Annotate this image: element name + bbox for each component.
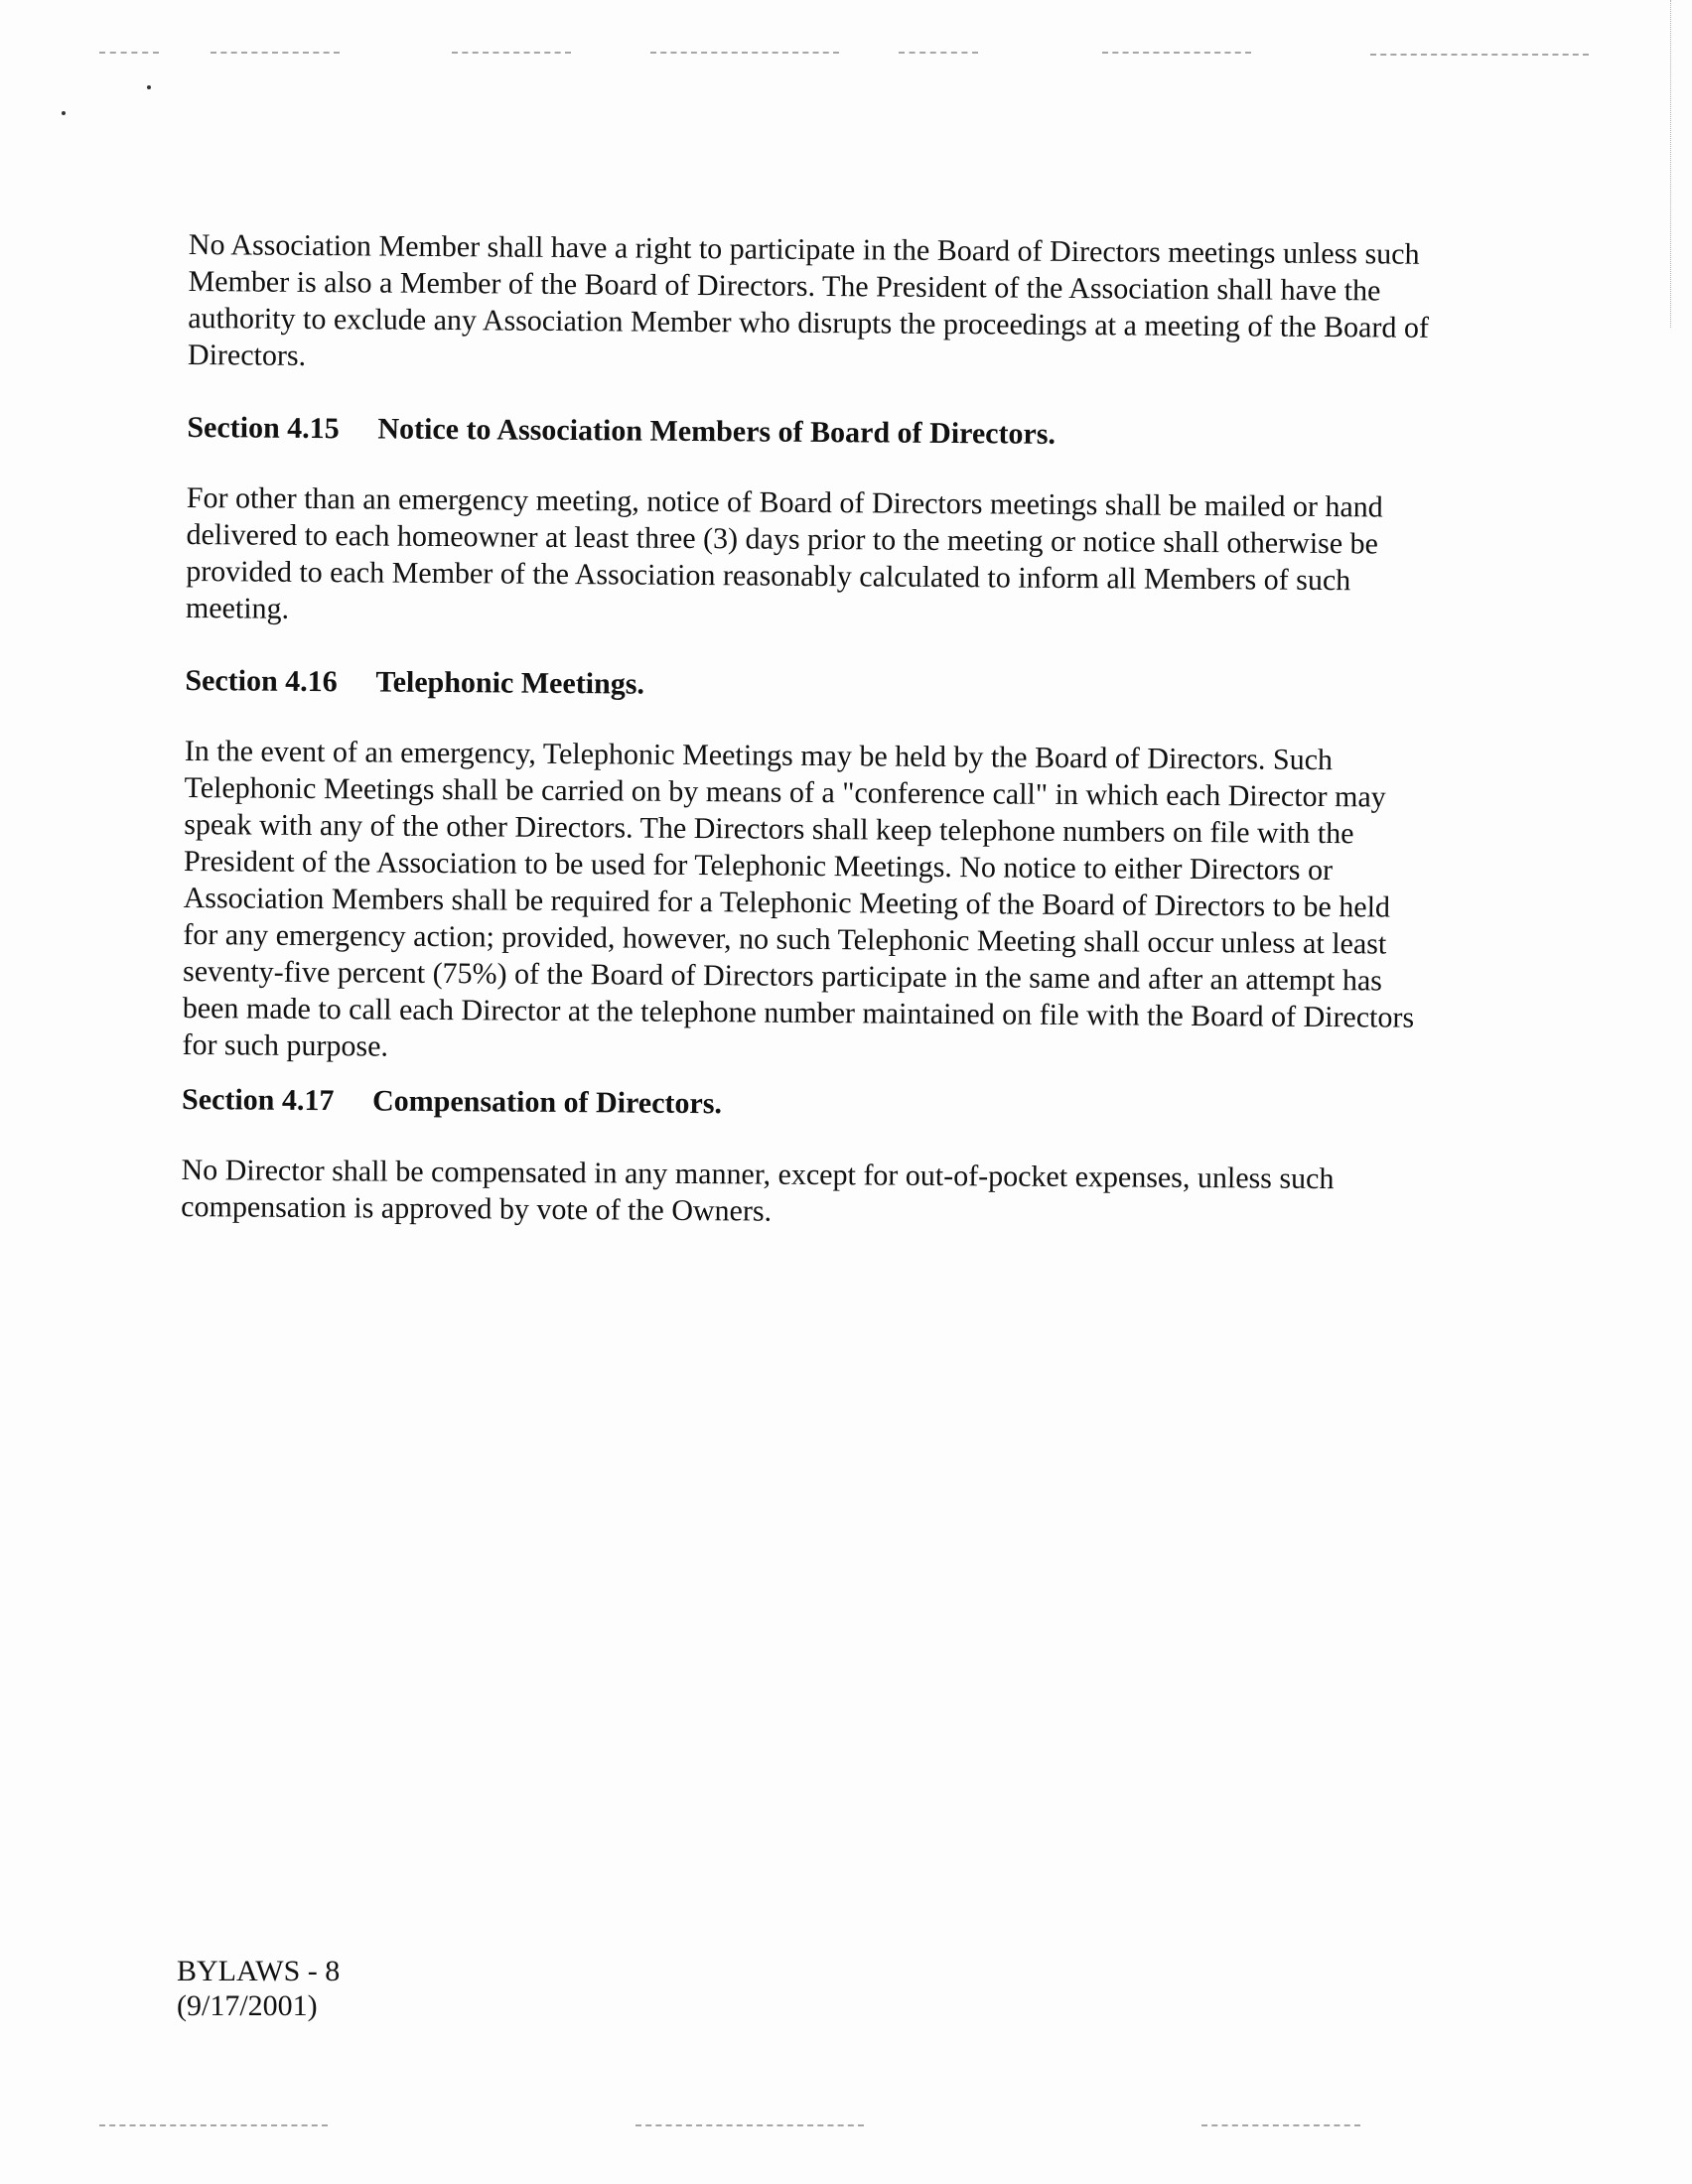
scan-speck — [62, 111, 66, 115]
scan-artifact-top — [899, 52, 978, 54]
section-body-4-17: No Director shall be compensated in any manner, except for out-of-pocket expenses, unless such compensation is approved by vote of the Owners. — [181, 1153, 1335, 1228]
footer-date: (9/17/2001) — [177, 1989, 318, 2022]
section-heading-4-16 — [185, 662, 1436, 709]
scan-artifact-bottom — [1201, 2124, 1360, 2126]
scan-artifact-top — [1370, 54, 1589, 56]
page-footer — [177, 1954, 340, 2023]
section-number: Section 4.17 — [181, 1082, 335, 1118]
section-heading-4-17 — [182, 1081, 1433, 1128]
scan-artifact-top — [211, 52, 340, 54]
section-title: Telephonic Meetings. — [375, 665, 645, 701]
section-number: Section 4.15 — [187, 410, 340, 446]
section-title: Compensation of Directors. — [371, 1084, 723, 1121]
scan-artifact-bottom — [99, 2124, 328, 2126]
scan-artifact-edge — [1670, 0, 1671, 328]
scan-artifact-top — [1102, 52, 1251, 54]
document-body — [181, 226, 1440, 1235]
intro-paragraph: No Association Member shall have a right to participate in the Board of Directors meetings unless such Member is also a Member of the Board of Directors. The President of the Association shall have the authority to exclude any Association Member who disrupts the proceedings at a meeting of the Board of Directors. — [187, 227, 1430, 372]
scan-artifact-top — [99, 52, 159, 54]
section-number: Section 4.16 — [185, 663, 338, 699]
section-body-4-16: In the event of an emergency, Telephonic Meetings may be held by the Board of Directors. Such Telephonic Meetings shall be carried on by means of a "conference call" in which each Director may speak with any of the other Directors. The Directors shall keep telephone numbers on file with the President of the Association to be used for Telephonic Meetings. No notice to either Directors or Association Members shall be required for a Telephonic Meeting of the Board of Directors to be held for any emergency action; provided, however, no such Telephonic Meeting shall occur unless at least seventy-five percent (75%) of the Board of Directors participate in the same and after an attempt has been made to call each Director at the telephone number maintained on file with the Board of Directors for such purpose. — [182, 734, 1415, 1063]
section-body-4-15: For other than an emergency meeting, notice of Board of Directors meetings shall be mailed or hand delivered to each homeowner at least three (3) days prior to the meeting or notice shall otherwise be provided to each Member of the Association reasonably calculated to inform all Members of such meeting. — [185, 480, 1383, 625]
section-heading-4-15 — [187, 409, 1438, 456]
footer-label: BYLAWS - 8 — [177, 1955, 341, 1987]
scan-artifact-top — [650, 52, 839, 54]
scan-artifact-bottom — [635, 2124, 864, 2126]
scan-artifact-top — [452, 52, 571, 54]
scan-speck — [147, 85, 151, 89]
section-title: Notice to Association Members of Board of Directors. — [377, 412, 1057, 451]
